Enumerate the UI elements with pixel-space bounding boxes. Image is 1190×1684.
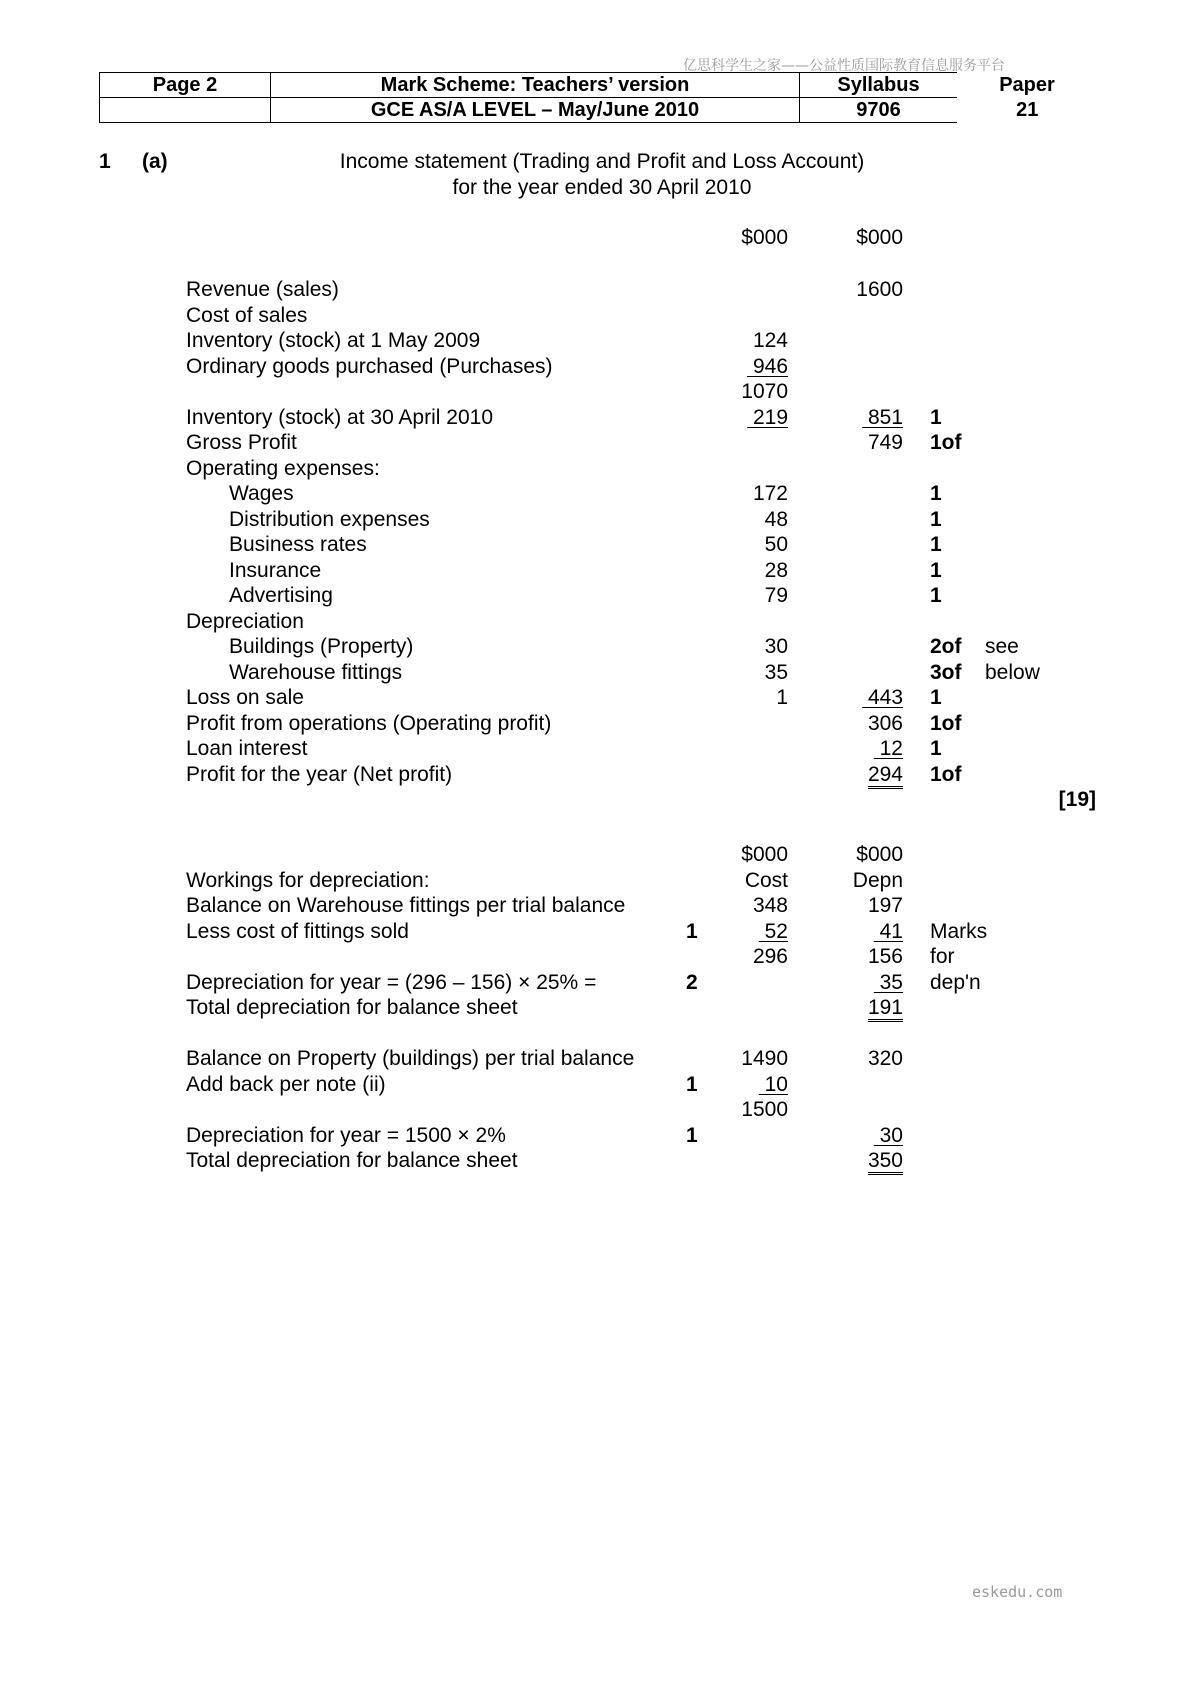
watermark-bottom: eskedu.com [972, 1583, 1063, 1601]
statement-line-label: Profit from operations (Operating profit) [186, 711, 552, 735]
statement-note: below [985, 660, 1040, 684]
statement-amount-col2: 306 [867, 711, 903, 735]
header-paper-label: Paper [999, 73, 1055, 96]
workings-mark: 1 [686, 1072, 698, 1096]
workings-note: Marks [930, 919, 988, 943]
statement-amount-col2: 851 [862, 405, 903, 429]
statement-line-label: Gross Profit [186, 431, 297, 454]
workings-amount-col2: 320 [867, 1047, 903, 1070]
workings-amount-col1: Cost [744, 868, 788, 892]
statement-amount-col1: 79 [764, 584, 788, 607]
workings-line-label: Depreciation for year = (296 – 156) × 25% = [186, 970, 597, 994]
statement-amount-col2: 749 [867, 431, 903, 454]
statement-subtitle: for the year ended 30 April 2010 [452, 176, 752, 199]
workings-col1-header: $000 [741, 843, 788, 866]
header-syllabus-value: 9706 [800, 98, 958, 123]
question-number: 1 [99, 150, 111, 173]
statement-amount-col1: 172 [752, 482, 788, 505]
mark-allocation: 1 [930, 533, 942, 556]
mark-allocation: 1 [930, 584, 942, 607]
statement-amount-col1: 1 [776, 686, 788, 709]
workings-amount-col2: 197 [867, 894, 903, 917]
mark-allocation: 1of [930, 762, 962, 786]
statement-title: Income statement (Trading and Profit and Loss Account) [339, 150, 865, 173]
workings-amount-col2: 350 [868, 1149, 903, 1175]
total-marks: [19] [1058, 788, 1096, 811]
statement-line-label: Loan interest [186, 737, 308, 760]
statement-line-label: Revenue (sales) [186, 278, 339, 301]
statement-amount-col2: 12 [873, 737, 903, 760]
workings-line-label: Depreciation for year = 1500 × 2% [186, 1123, 506, 1147]
statement-line-label: Operating expenses: [186, 456, 380, 480]
header-paper-value: 21 [1016, 98, 1039, 121]
statement-line-label: Buildings (Property) [229, 635, 414, 658]
statement-line-label: Distribution expenses [229, 507, 430, 531]
mark-allocation: 1of [930, 711, 962, 735]
statement-amount-col1: 35 [764, 660, 788, 684]
workings-line-label: Balance on Property (buildings) per trial balance [186, 1047, 635, 1070]
statement-line-label: Inventory (stock) at 30 April 2010 [186, 405, 493, 429]
workings-line-label: Workings for depreciation: [186, 868, 430, 892]
watermark-top: 亿思科学生之家——公益性质国际教育信息服务平台 [683, 58, 1005, 74]
workings-amount-col2: Depn [852, 868, 903, 892]
workings-mark: 1 [686, 1123, 698, 1147]
question-part: (a) [142, 150, 168, 173]
statement-amount-col1: 1070 [741, 380, 788, 403]
workings-note: dep'n [930, 970, 981, 994]
workings-amount-col2: 156 [867, 945, 903, 968]
statement-line-label: Warehouse fittings [229, 660, 403, 684]
statement-line-label: Cost of sales [186, 303, 308, 327]
col2-header: $000 [856, 226, 903, 249]
statement-amount-col1: 946 [747, 354, 788, 378]
header-blank-cell [100, 98, 271, 123]
statement-amount-col1: 124 [752, 329, 788, 352]
workings-line-label: Total depreciation for balance sheet [186, 996, 518, 1019]
mark-allocation: 1 [930, 482, 942, 505]
statement-amount-col2: 443 [862, 686, 903, 709]
mark-allocation: 2of [930, 635, 962, 658]
statement-amount-col2: 1600 [856, 278, 903, 301]
mark-allocation: 1 [930, 507, 942, 531]
mark-allocation: 1 [930, 558, 942, 582]
statement-line-label: Profit for the year (Net profit) [186, 762, 453, 786]
workings-amount-col1: 296 [752, 945, 788, 968]
workings-amount-col2: 191 [868, 996, 903, 1022]
statement-amount-col1: 30 [764, 635, 788, 658]
statement-line-label: Advertising [229, 584, 333, 607]
workings-amount-col1: 10 [758, 1072, 788, 1096]
statement-amount-col1: 28 [764, 558, 788, 582]
statement-line-label: Inventory (stock) at 1 May 2009 [186, 329, 481, 352]
workings-amount-col1: 52 [758, 919, 788, 943]
workings-note: for [930, 945, 955, 968]
statement-amount-col1: 50 [764, 533, 788, 556]
mark-allocation: 3of [930, 660, 962, 684]
statement-line-label: Ordinary goods purchased (Purchases) [186, 354, 553, 378]
workings-mark: 2 [686, 970, 698, 994]
mark-allocation: 1 [930, 405, 942, 429]
statement-line-label: Depreciation [186, 609, 304, 633]
workings-amount-col2: 30 [873, 1123, 903, 1147]
workings-amount-col1: 348 [752, 894, 788, 917]
statement-amount-col1: 48 [764, 507, 788, 531]
mark-allocation: 1 [930, 737, 942, 760]
header-page: Page 2 [100, 73, 271, 98]
workings-col2-header: $000 [856, 843, 903, 866]
statement-note: see [985, 635, 1019, 658]
workings-amount-col1: 1490 [741, 1047, 788, 1070]
workings-line-label: Add back per note (ii) [186, 1072, 386, 1096]
statement-amount-col1: 219 [747, 405, 788, 429]
mark-allocation: 1of [930, 431, 962, 454]
statement-line-label: Business rates [229, 533, 367, 556]
workings-line-label: Balance on Warehouse fittings per trial balance [186, 894, 626, 917]
statement-line-label: Wages [229, 482, 294, 505]
workings-amount-col2: 41 [873, 919, 903, 943]
statement-line-label: Insurance [229, 558, 322, 582]
mark-allocation: 1 [930, 686, 942, 709]
header-title: Mark Scheme: Teachers’ version [271, 73, 800, 98]
workings-amount-col2: 35 [873, 970, 903, 994]
workings-line-label: Total depreciation for balance sheet [186, 1149, 518, 1172]
header-exam: GCE AS/A LEVEL – May/June 2010 [271, 98, 800, 123]
header-syllabus-label: Syllabus [800, 73, 958, 98]
col1-header: $000 [741, 226, 788, 249]
workings-line-label: Less cost of fittings sold [186, 919, 409, 943]
statement-amount-col2: 294 [868, 763, 903, 789]
workings-mark: 1 [686, 919, 698, 943]
statement-line-label: Loss on sale [186, 686, 304, 709]
workings-amount-col1: 1500 [741, 1098, 788, 1121]
header-table [99, 72, 1098, 123]
